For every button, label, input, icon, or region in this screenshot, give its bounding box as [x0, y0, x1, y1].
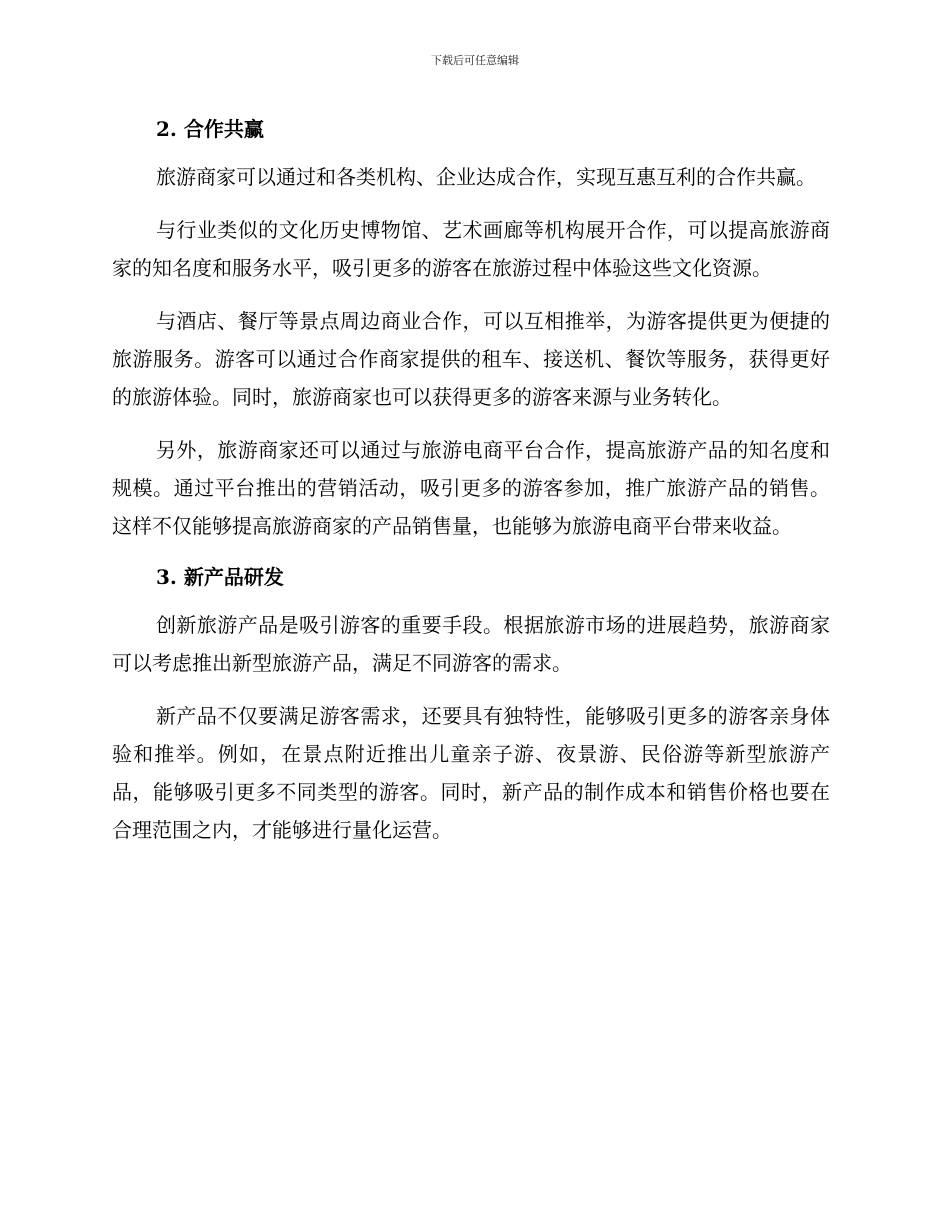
section-new-product: [112, 560, 830, 849]
paragraph: 与酒店、餐厅等景点周边商业合作，可以互相推举，为游客提供更为便捷的旅游服务。游客可以通过合作商家提供的租车、接送机、餐饮等服务，获得更好的旅游体验。同时，旅游商家也可以获得更多的游客来源与业务转化。: [112, 309, 830, 409]
page-header: 下载后可任意编辑: [431, 54, 519, 67]
paragraph: 旅游商家可以通过和各类机构、企业达成合作，实现互惠互利的合作共赢。: [156, 165, 816, 189]
paragraph: 与行业类似的文化历史博物馆、艺术画廊等机构展开合作，可以提高旅游商家的知名度和服务水平，吸引更多的游客在旅游过程中体验这些文化资源。: [112, 218, 830, 280]
paragraph: 另外，旅游商家还可以通过与旅游电商平台合作，提高旅游产品的知名度和规模。通过平台推出的营销活动，吸引更多的游客参加，推广旅游产品的销售。这样不仅能够提高旅游商家的产品销售量，也能够为旅游电商平台带来收益。: [112, 438, 830, 538]
section-heading: 2. 合作共赢: [156, 117, 264, 141]
section-cooperation: [112, 112, 830, 545]
section-heading: 3. 新产品研发: [156, 565, 284, 589]
document-body: [112, 112, 830, 864]
paragraph: 创新旅游产品是吸引游客的重要手段。根据旅游市场的进展趋势，旅游商家可以考虑推出新型旅游产品，满足不同游客的需求。: [112, 613, 830, 675]
paragraph: 新产品不仅要满足游客需求，还要具有独特性，能够吸引更多的游客亲身体验和推举。例如，在景点附近推出儿童亲子游、夜景游、民俗游等新型旅游产品，能够吸引更多不同类型的游客。同时，新产品的制作成本和销售价格也要在合理范围之内，才能够进行量化运营。: [112, 704, 830, 842]
